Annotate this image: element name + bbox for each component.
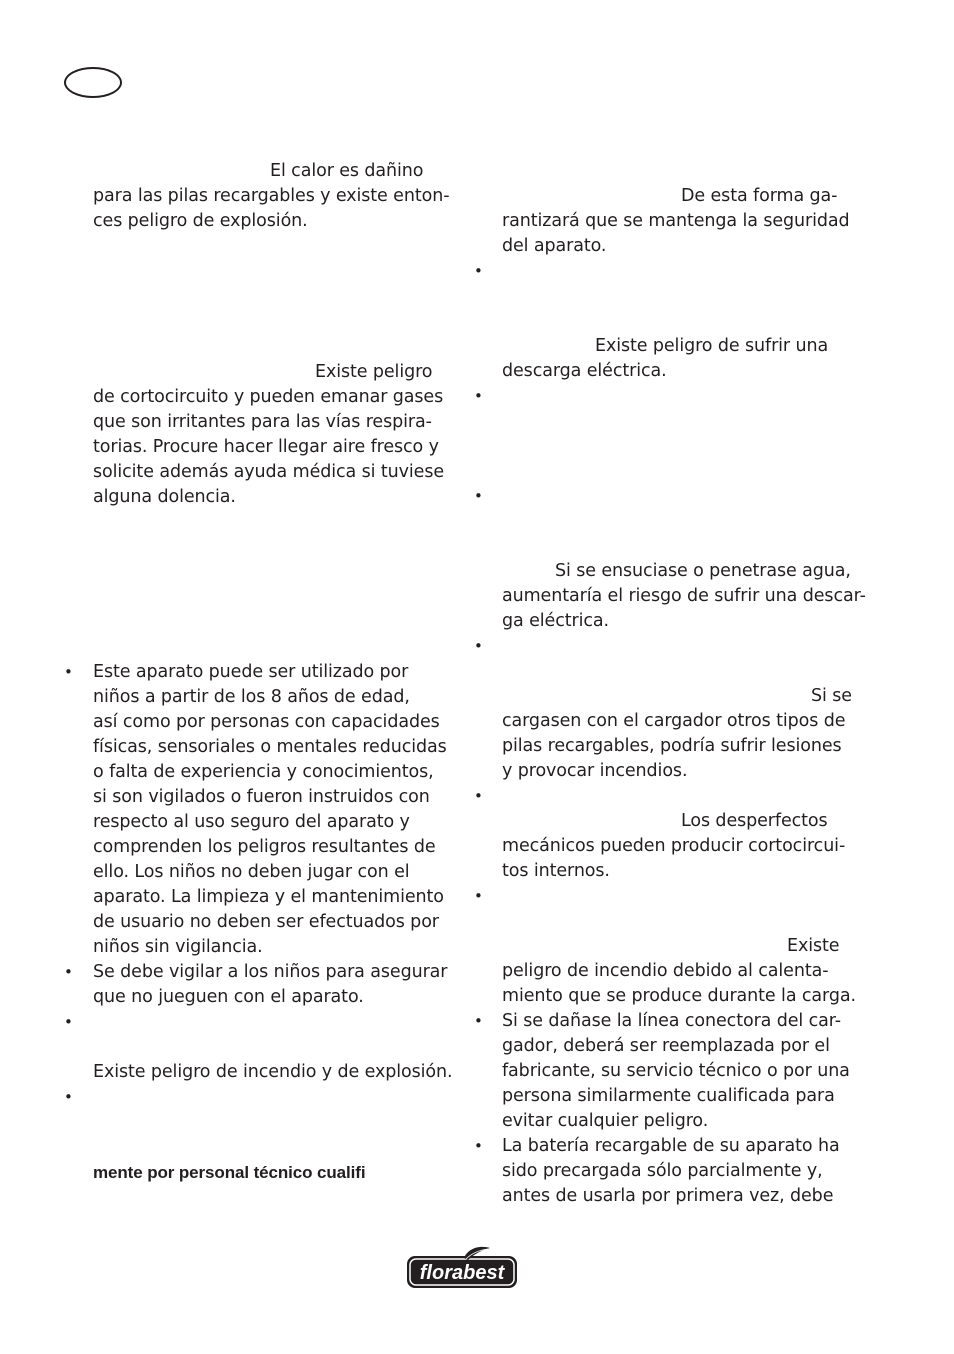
text-line: ces peligro de explosión. [93,211,308,231]
bullet: • [64,1013,73,1031]
text-line: Existe [787,936,840,956]
text-line: Existe peligro [315,362,433,382]
text-line: Se debe vigilar a los niños para asegurar [93,962,448,982]
bullet: • [474,1012,483,1030]
text-line: miento que se produce durante la carga. [502,986,856,1006]
text-line: De esta forma ga- [681,186,838,206]
text-line: tos internos. [502,861,610,881]
text-line: persona similarmente cualificada para [502,1086,835,1106]
bullet: • [474,787,483,805]
bullet: • [64,963,73,981]
text-line: descarga eléctrica. [502,361,667,381]
text-line: que no jueguen con el aparato. [93,987,364,1007]
bullet: • [64,1088,73,1106]
text-line: ga eléctrica. [502,611,609,631]
text-line: El calor es dañino [270,161,424,181]
text-line: solicite además ayuda médica si tuviese [93,462,444,482]
text-line: aumentaría el riesgo de sufrir una descar- [502,586,866,606]
logo-wordmark: florabest [419,1262,505,1284]
text-line-bold: mente por personal técnico cualifi [93,1163,366,1182]
text-line: Si se [811,686,852,706]
text-line: que son irritantes para las vías respira- [93,412,432,432]
bullet: • [474,262,483,280]
florabest-logo [406,1246,520,1292]
text-line: pilas recargables, podría sufrir lesiones [502,736,842,756]
text-line: físicas, sensoriales o mentales reducidas [93,737,447,757]
text-line: alguna dolencia. [93,487,236,507]
text-line: Este aparato puede ser utilizado por [93,662,409,682]
text-line: respecto al uso seguro del aparato y [93,812,410,832]
text-line: de cortocircuito y pueden emanar gases [93,387,444,407]
text-line: o falta de experiencia y conocimientos, [93,762,434,782]
text-line: Si se ensuciase o penetrase agua, [555,561,851,581]
text-line: evitar cualquier peligro. [502,1111,709,1131]
text-line: niños a partir de los 8 años de edad, [93,687,410,707]
text-line: Existe peligro de incendio y de explosión. [93,1062,453,1082]
text-line: si son vigilados o fueron instruidos con [93,787,430,807]
bullet: • [474,1137,483,1155]
text-line: antes de usarla por primera vez, debe [502,1186,834,1206]
text-line: del aparato. [502,236,607,256]
bullet: • [474,637,483,655]
text-line: sido precargada sólo parcialmente y, [502,1161,823,1181]
text-line: Existe peligro de sufrir una [595,336,829,356]
bullet: • [474,887,483,905]
text-line: gador, deberá ser reemplazada por el [502,1036,830,1056]
text-line: ello. Los niños no deben jugar con el [93,862,410,882]
text-line: comprenden los peligros resultantes de [93,837,436,857]
text-line: para las pilas recargables y existe enton- [93,186,450,206]
bullet: • [64,663,73,681]
text-line: cargasen con el cargador otros tipos de [502,711,846,731]
text-line: La batería recargable de su aparato ha [502,1136,840,1156]
text-line: de usuario no deben ser efectuados por [93,912,439,932]
bullet: • [474,487,483,505]
text-line: peligro de incendio debido al calenta- [502,961,829,981]
text-line: fabricante, su servicio técnico o por una [502,1061,850,1081]
text-line: torias. Procure hacer llegar aire fresco y [93,437,439,457]
text-line: mecánicos pueden producir cortocircui- [502,836,846,856]
language-badge [64,67,122,98]
text-line: Si se dañase la línea conectora del car- [502,1011,841,1031]
text-line: niños sin vigilancia. [93,937,263,957]
text-line: rantizará que se mantenga la seguridad [502,211,850,231]
text-line: así como por personas con capacidades [93,712,440,732]
text-line: Los desperfectos [681,811,828,831]
bullet: • [474,387,483,405]
text-line: y provocar incendios. [502,761,688,781]
text-line: aparato. La limpieza y el mantenimiento [93,887,444,907]
